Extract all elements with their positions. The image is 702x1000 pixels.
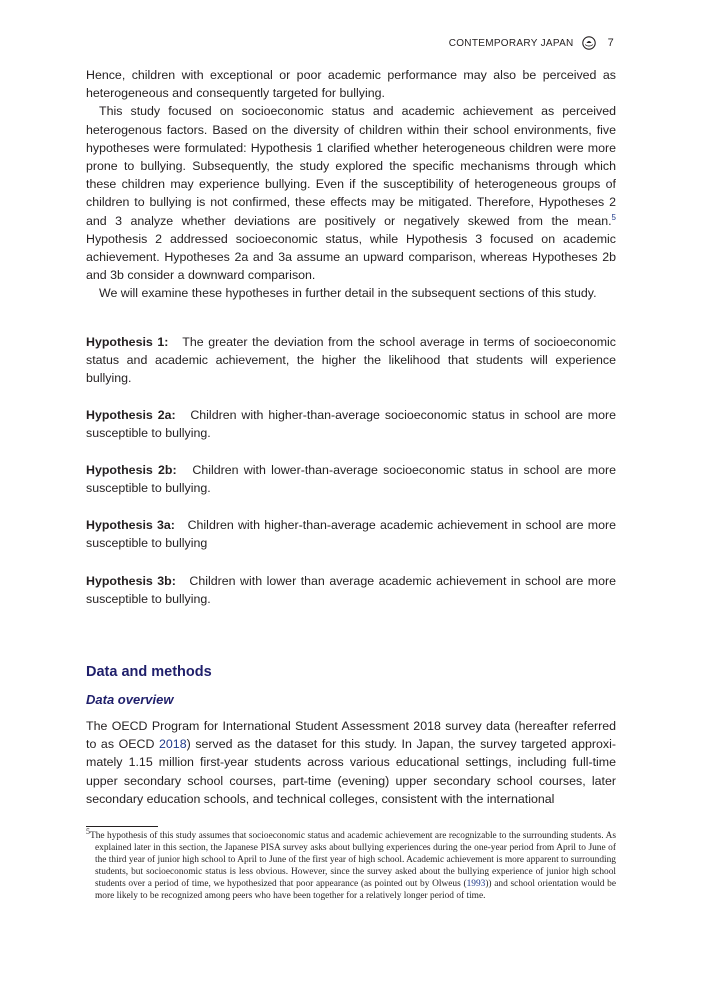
hypothesis-text: Children with higher-than-average socioeconomic status in school are more susceptible to bullying. [86, 408, 617, 441]
paragraph-2-text-a: This study focused on socioeconomic status and academic achievement as perceived heterogenous factors. Based on the diversity of children within their school environments, five hypotheses were formulated: Hypothesis 1 clarified whether heterogeneous children were more prone to bullying. Subsequently, the study explored the specific mechanisms through which these children may experience bullying. Even if the susceptibility of heterogeneous groups of children to bullying is not confirmed, these effects may be mitigated. Therefore, Hypotheses 2 and 3 analyze whether deviations are positively or negatively skewed from the mean. [86, 104, 616, 228]
footnote-text-b: )) and school orientation would be more likely to be recognized among peers who have been together for a relatively longer period of time. [95, 878, 616, 901]
hypothesis-3b [86, 572, 616, 608]
hypothesis-label: Hypothesis 2b: [86, 463, 177, 477]
section-heading: Data and methods [86, 664, 212, 680]
footnote-marker: 5 [86, 826, 90, 836]
footnote-text-a: The hypothesis of this study assumes that socioeconomic status and academic achievement are recognizable to the surrounding students. As explained later in this section, the Japanese PISA survey asks about bullying experiences during the one-year period from April to June of the third year of junior high school to April to June of the first year of high school. Academic achievement is more apparent to surrounding students, but socioeconomic status is less obvious. However, since the survey asked about the bullying experience of junior high school students over a period of time, we hypothesized that poor appearance (as pointed out by Olweus ( [90, 831, 616, 889]
footnote-divider [86, 826, 158, 827]
hypothesis-text: Children with lower than average academic achievement in school are more susceptible to bullying. [86, 574, 616, 607]
page-number: 7 [607, 37, 614, 49]
data-overview-text-b: ) served as the dataset for this study. In Japan, the survey targeted approximately 1.15 million first-year students across various educational settings, including full-time upper secondary school courses, part-time (evening) upper secondary school courses, later secondary education schools, and technical colleges, consistent with the international [86, 737, 617, 806]
running-header [449, 36, 614, 50]
hypothesis-label: Hypothesis 3b: [86, 574, 176, 588]
hypothesis-2a [86, 406, 616, 442]
citation-link-oecd-2018[interactable]: 2018 [159, 737, 187, 752]
intro-text [86, 66, 616, 303]
data-overview-text [86, 717, 616, 808]
citation-link-olweus-1993[interactable]: 1993 [466, 878, 486, 889]
subsection-heading: Data overview [86, 692, 174, 707]
paragraph-2-text-b: Hypothesis 2 addressed socioeconomic status, while Hypothesis 3 focused on academic achievement. Hypotheses 2a and 3a assume an upward comparison, whereas Hypotheses 2b and 3b consider a downward comparison. [86, 231, 616, 283]
paragraph-1: Hence, children with exceptional or poor academic performance may also be perceived as heterogeneous and consequently targeted for bullying. [86, 68, 616, 101]
journal-logo-icon [582, 36, 596, 50]
hypothesis-text: Children with lower-than-average socioeconomic status in school are more susceptible to bullying. [86, 463, 616, 496]
hypothesis-3a [86, 516, 616, 552]
hypothesis-label: Hypothesis 2a: [86, 408, 176, 422]
footnote-5 [86, 826, 616, 902]
paragraph-3: We will examine these hypotheses in further detail in the subsequent sections of this study. [99, 286, 597, 301]
footnote-ref-5[interactable]: 5 [611, 212, 616, 222]
hypothesis-1 [86, 333, 616, 388]
hypothesis-text: The greater the deviation from the school average in terms of socioeconomic status and academic achievement, the higher the likelihood that students will experience bullying. [86, 335, 617, 386]
data-overview-text-a: The OECD Program for International Student Assessment 2018 survey data (hereafter referred to as OECD [86, 719, 616, 752]
journal-name: CONTEMPORARY JAPAN [448, 37, 574, 49]
hypothesis-label: Hypothesis 3a: [86, 518, 175, 532]
paragraph-2 [86, 102, 616, 284]
hypothesis-label: Hypothesis 1: [86, 335, 169, 349]
hypothesis-text: Children with higher-than-average academic achievement in school are more susceptible to bullying [86, 518, 617, 551]
hypothesis-2b [86, 461, 616, 497]
